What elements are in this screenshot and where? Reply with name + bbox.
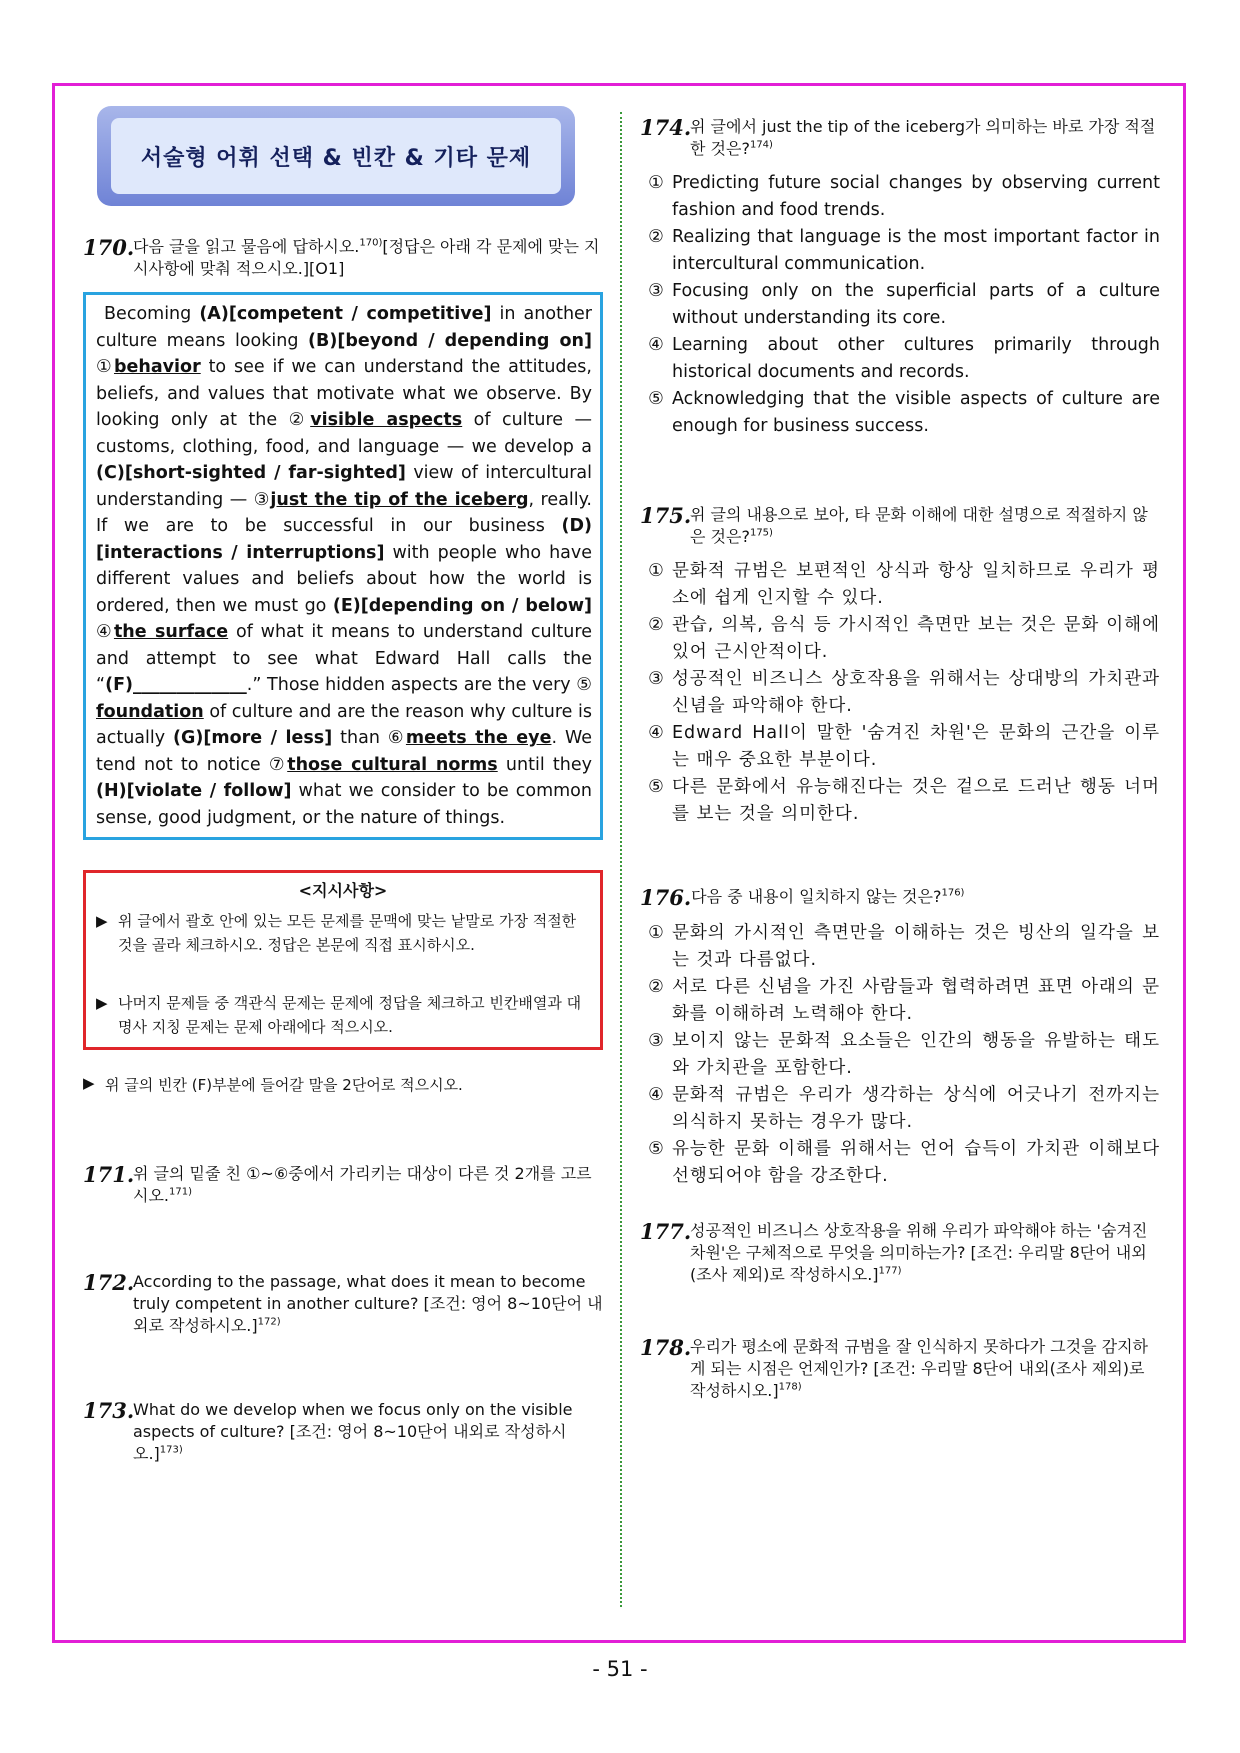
underline-4: the surface bbox=[113, 622, 229, 642]
option-item[interactable]: ② Realizing that language is the most important factor in intercultural communication. bbox=[648, 227, 1160, 274]
option-item[interactable]: ③ 보이지 않는 문화적 요소들은 인간의 행동을 유발하는 태도와 가치관을 포함한다. bbox=[648, 1031, 1160, 1078]
question-number: 171. bbox=[83, 1162, 135, 1187]
underline-7: those cultural norms bbox=[287, 754, 498, 775]
question-171 bbox=[83, 1163, 603, 1207]
blank-g[interactable]: (G)[more / less] bbox=[173, 728, 333, 748]
blank-h[interactable]: (H)[violate / follow] bbox=[96, 781, 292, 801]
option-item[interactable]: ② 서로 다른 신념을 가진 사람들과 협력하려면 표면 아래의 문화를 이해하려 노력해야 한다. bbox=[648, 977, 1160, 1024]
options-174 bbox=[640, 170, 1160, 440]
question-text: 다음 글을 읽고 물음에 답하시오.$^{170)}$[정답은 아래 각 문제에 맞는 지시사항에 맞춰 적으시오.][O1] bbox=[133, 237, 600, 278]
instruction-item: ▶ 나머지 문제들 중 객관식 문제는 문제에 정답을 체크하고 빈칸배열과 대명사 지칭 문제는 문제 아래에다 적으시오. bbox=[96, 991, 590, 1039]
option-item[interactable]: ① 문화적 규범은 보편적인 상식과 항상 일치하므로 우리가 평소에 쉽게 인지할 수 있다. bbox=[648, 561, 1160, 608]
question-text: 위 글의 내용으로 보아, 타 문화 이해에 대한 설명으로 적절하지 않은 것은?$^{175)}$ bbox=[690, 505, 1148, 546]
option-item[interactable]: ⑤ Acknowledging that the visible aspects of culture are enough for business success. bbox=[648, 389, 1160, 436]
question-number: 175. bbox=[640, 503, 692, 528]
page-number: - 51 - bbox=[592, 1657, 648, 1681]
blank-f[interactable]: (F)_____________ bbox=[105, 675, 247, 695]
question-text: 성공적인 비즈니스 상호작용을 위해 우리가 파악해야 하는 '숨겨진 차원'은 구체적으로 무엇을 의미하는가? [조건: 우리말 8단어 내외(조사 제외)로 작성하시오.]$^{177)}$ bbox=[690, 1221, 1148, 1284]
question-text: 다음 중 내용이 일치하지 않는 것은?$^{176)}$ bbox=[691, 887, 965, 906]
left-column bbox=[83, 106, 603, 1465]
question-text: According to the passage, what does it mean to become truly competent in another culture? [조건: 영어 8~10단어 내외로 작성하시오.]$^{172)}$ bbox=[133, 1272, 603, 1335]
option-item[interactable]: ① Predicting future social changes by observing current fashion and food trends. bbox=[648, 173, 1160, 220]
option-item[interactable]: ④ Edward Hall이 말한 '숨겨진 차원'은 문화의 근간을 이루는 매우 중요한 부분이다. bbox=[648, 723, 1160, 770]
triangle-bullet-icon: ▶ bbox=[96, 994, 108, 1012]
instructions-box bbox=[83, 870, 603, 1050]
options-176 bbox=[640, 920, 1160, 1190]
column-divider bbox=[620, 112, 622, 1607]
blank-e[interactable]: (E)[depending on / below] bbox=[332, 595, 592, 616]
question-number: 176. bbox=[640, 885, 692, 910]
instruction-item: ▶ 위 글에서 괄호 안에 있는 모든 문제를 문맥에 맞는 낱말로 가장 적절한 것을 골라 체크하시오. 정답은 본문에 직접 표시하시오. bbox=[96, 909, 590, 957]
option-item[interactable]: ③ Focusing only on the superficial parts of a culture without understanding its core. bbox=[648, 281, 1160, 328]
question-177 bbox=[640, 1220, 1160, 1286]
question-number: 173. bbox=[83, 1398, 135, 1423]
option-item[interactable]: ④ 문화적 규범은 우리가 생각하는 상식에 어긋나기 전까지는 의식하지 못하는 경우가 많다. bbox=[648, 1085, 1160, 1132]
blank-f-prompt: ▶ 위 글의 빈칸 (F)부분에 들어갈 말을 2단어로 적으시오. bbox=[83, 1074, 463, 1094]
question-number: 174. bbox=[640, 115, 692, 140]
section-title-box bbox=[97, 106, 575, 206]
question-178 bbox=[640, 1336, 1160, 1402]
blank-a[interactable]: (A)[competent / competitive] bbox=[199, 304, 492, 324]
question-number: 178. bbox=[640, 1335, 692, 1360]
question-number: 172. bbox=[83, 1270, 135, 1295]
underline-1: behavior bbox=[113, 357, 201, 377]
question-173 bbox=[83, 1399, 603, 1465]
options-175 bbox=[640, 558, 1160, 828]
blank-d[interactable]: (D)[interactions / interruptions] bbox=[96, 516, 592, 563]
option-item[interactable]: ② 관습, 의복, 음식 등 가시적인 측면만 보는 것은 문화 이해에 있어 근시안적이다. bbox=[648, 615, 1160, 662]
question-number: 177. bbox=[640, 1219, 692, 1244]
question-175 bbox=[640, 504, 1160, 548]
blank-c[interactable]: (C)[short-sighted / far-sighted] bbox=[96, 463, 406, 483]
instructions-title: <지시사항> bbox=[298, 881, 388, 900]
question-176 bbox=[640, 886, 1160, 910]
option-item[interactable]: ③ 성공적인 비즈니스 상호작용을 위해서는 상대방의 가치관과 신념을 파악해야 한다. bbox=[648, 669, 1160, 716]
question-text: 위 글에서 just the tip of the iceberg가 의미하는 바로 가장 적절한 것은?$^{174)}$ bbox=[690, 117, 1156, 158]
underline-2: visible aspects bbox=[310, 410, 463, 430]
right-column bbox=[640, 116, 1160, 1402]
question-text: 우리가 평소에 문화적 규범을 잘 인식하지 못하다가 그것을 감지하게 되는 시점은 언제인가? [조건: 우리말 8단어 내외(조사 제외)로 작성하시오.]$^{178)}$ bbox=[690, 1337, 1149, 1400]
section-title: 서술형 어휘 선택 & 빈칸 & 기타 문제 bbox=[111, 118, 561, 194]
underline-3: just the tip of the iceberg bbox=[270, 489, 529, 510]
underline-5: foundation bbox=[96, 701, 204, 722]
question-172 bbox=[83, 1271, 603, 1337]
question-number: 170. bbox=[83, 235, 135, 260]
question-text: 위 글의 밑줄 친 ①~⑥중에서 가리키는 대상이 다른 것 2개를 고르시오.$^{171)}$ bbox=[133, 1164, 592, 1205]
option-item[interactable]: ⑤ 유능한 문화 이해를 위해서는 언어 습득이 가치관 이해보다 선행되어야 함을 강조한다. bbox=[648, 1139, 1160, 1186]
option-item[interactable]: ④ Learning about other cultures primarily through historical documents and records. bbox=[648, 335, 1160, 382]
question-text: What do we develop when we focus only on the visible aspects of culture? [조건: 영어 8~10단어 내외로 작성하시오.]$^{173)}$ bbox=[133, 1400, 573, 1463]
option-item[interactable]: ⑤ 다른 문화에서 유능해진다는 것은 겉으로 드러난 행동 너머를 보는 것을 의미한다. bbox=[648, 777, 1160, 824]
reading-passage: Becoming (A)[competent / competitive] in another culture means looking (B)[beyond / depending on] ①behavior to see if we can understand the attitudes, beliefs, and values that motivate what we observe. By looking only at the ②visible aspects of culture — customs, clothing, food, and language — we develop a (C)[short-sighted / far-sighted] view of intercultural understanding — ③just the tip of the iceberg, really. If we are to be successful in our business (D)[interactions / interruptions] with people who have different values and beliefs about how the world is ordered, then we must go (E)[depending on / below] ④the surface of what it means to understand culture and attempt to see what Edward Hall calls the “(F)_____________.” Those hidden aspects are the very ⑤ foundation of culture and are the reason why culture is actually (G)[more / less] than ⑥meets the eye. We tend not to notice ⑦those cultural norms until they (H)[violate / follow] what we consider to be common sense, good judgment, or the nature of things. bbox=[83, 292, 603, 840]
triangle-bullet-icon: ▶ bbox=[83, 1074, 95, 1092]
question-174 bbox=[640, 116, 1160, 160]
underline-6: meets the eye bbox=[405, 728, 552, 748]
question-170 bbox=[83, 236, 603, 280]
triangle-bullet-icon: ▶ bbox=[96, 912, 108, 930]
option-item[interactable]: ① 문화의 가시적인 측면만을 이해하는 것은 빙산의 일각을 보는 것과 다름없다. bbox=[648, 923, 1160, 970]
blank-b[interactable]: (B)[beyond / depending on] bbox=[307, 330, 592, 351]
